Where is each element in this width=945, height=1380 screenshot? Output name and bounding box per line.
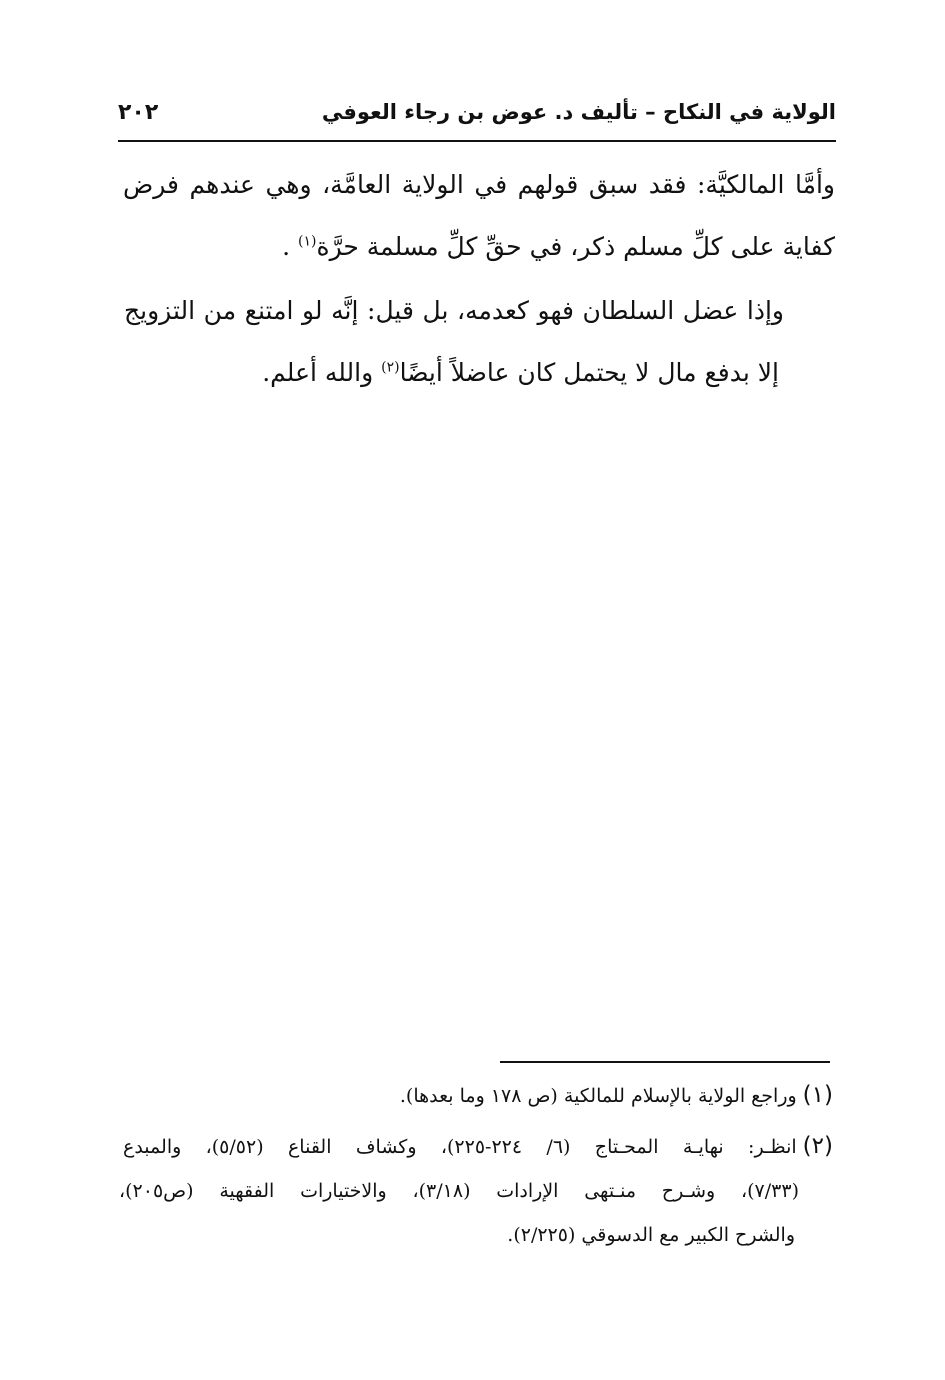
footnote-ref-2: (٢) [381, 359, 400, 376]
footnote-1 [123, 1084, 833, 1107]
body-line-4-end: والله أعلم. [262, 358, 382, 387]
header-title: الولاية في النكاح – تأليف د. عوض بن رجاء العوفي [321, 100, 836, 124]
footnote-2-line-3: والشرح الكبير مع الدسوقي (٢/٢٢٥). [507, 1224, 795, 1246]
running-header [118, 98, 836, 138]
footnote-rule [500, 1061, 830, 1063]
body-line-3 [124, 298, 840, 323]
footnote-2-line-1 [123, 1135, 833, 1158]
body-line-4-text: إلا بدفع مال لا يحتمل كان عاضلاً أيضًا [399, 358, 779, 387]
footnote-2-number: (٢) [802, 1133, 833, 1159]
footnote-2-line-2: (٧/٣٣)، وشـرح منـتهى الإرادات (٣/١٨)، والاختيارات الفقهية (ص٢٠٥)، [119, 1180, 799, 1202]
footnote-2-line-1-text: انظـر: نهايـة المحـتاج (٦/ ٢٢٤-٢٢٥)، وكشاف القناع (٥/٥٢)، والمبدع [123, 1136, 797, 1158]
body-line-2-text: كفاية على كلِّ مسلم ذكر، في حقِّ كلِّ مسلمة حرَّة [316, 232, 835, 261]
footnote-ref-1: (١) [298, 233, 317, 250]
body-line-3-text: وإذا عضل السلطان فهو كعدمه، بل قيل: إنَّه لو امتنع من التزويج [124, 296, 784, 325]
page-number: ٢٠٢ [118, 100, 159, 125]
body-line-2 [123, 234, 835, 259]
header-rule [118, 140, 836, 142]
body-line-4 [123, 360, 835, 385]
body-line-1: وأمَّا المالكيَّة: فقد سبق قولهم في الولاية العامَّة، وهي عندهم فرض [123, 170, 835, 199]
footnote-1-number: (١) [802, 1082, 833, 1108]
body-line-2-end: . [282, 232, 298, 261]
footnote-1-line-1: وراجع الولاية بالإسلام للمالكية (ص ١٧٨ وما بعدها). [399, 1085, 797, 1107]
